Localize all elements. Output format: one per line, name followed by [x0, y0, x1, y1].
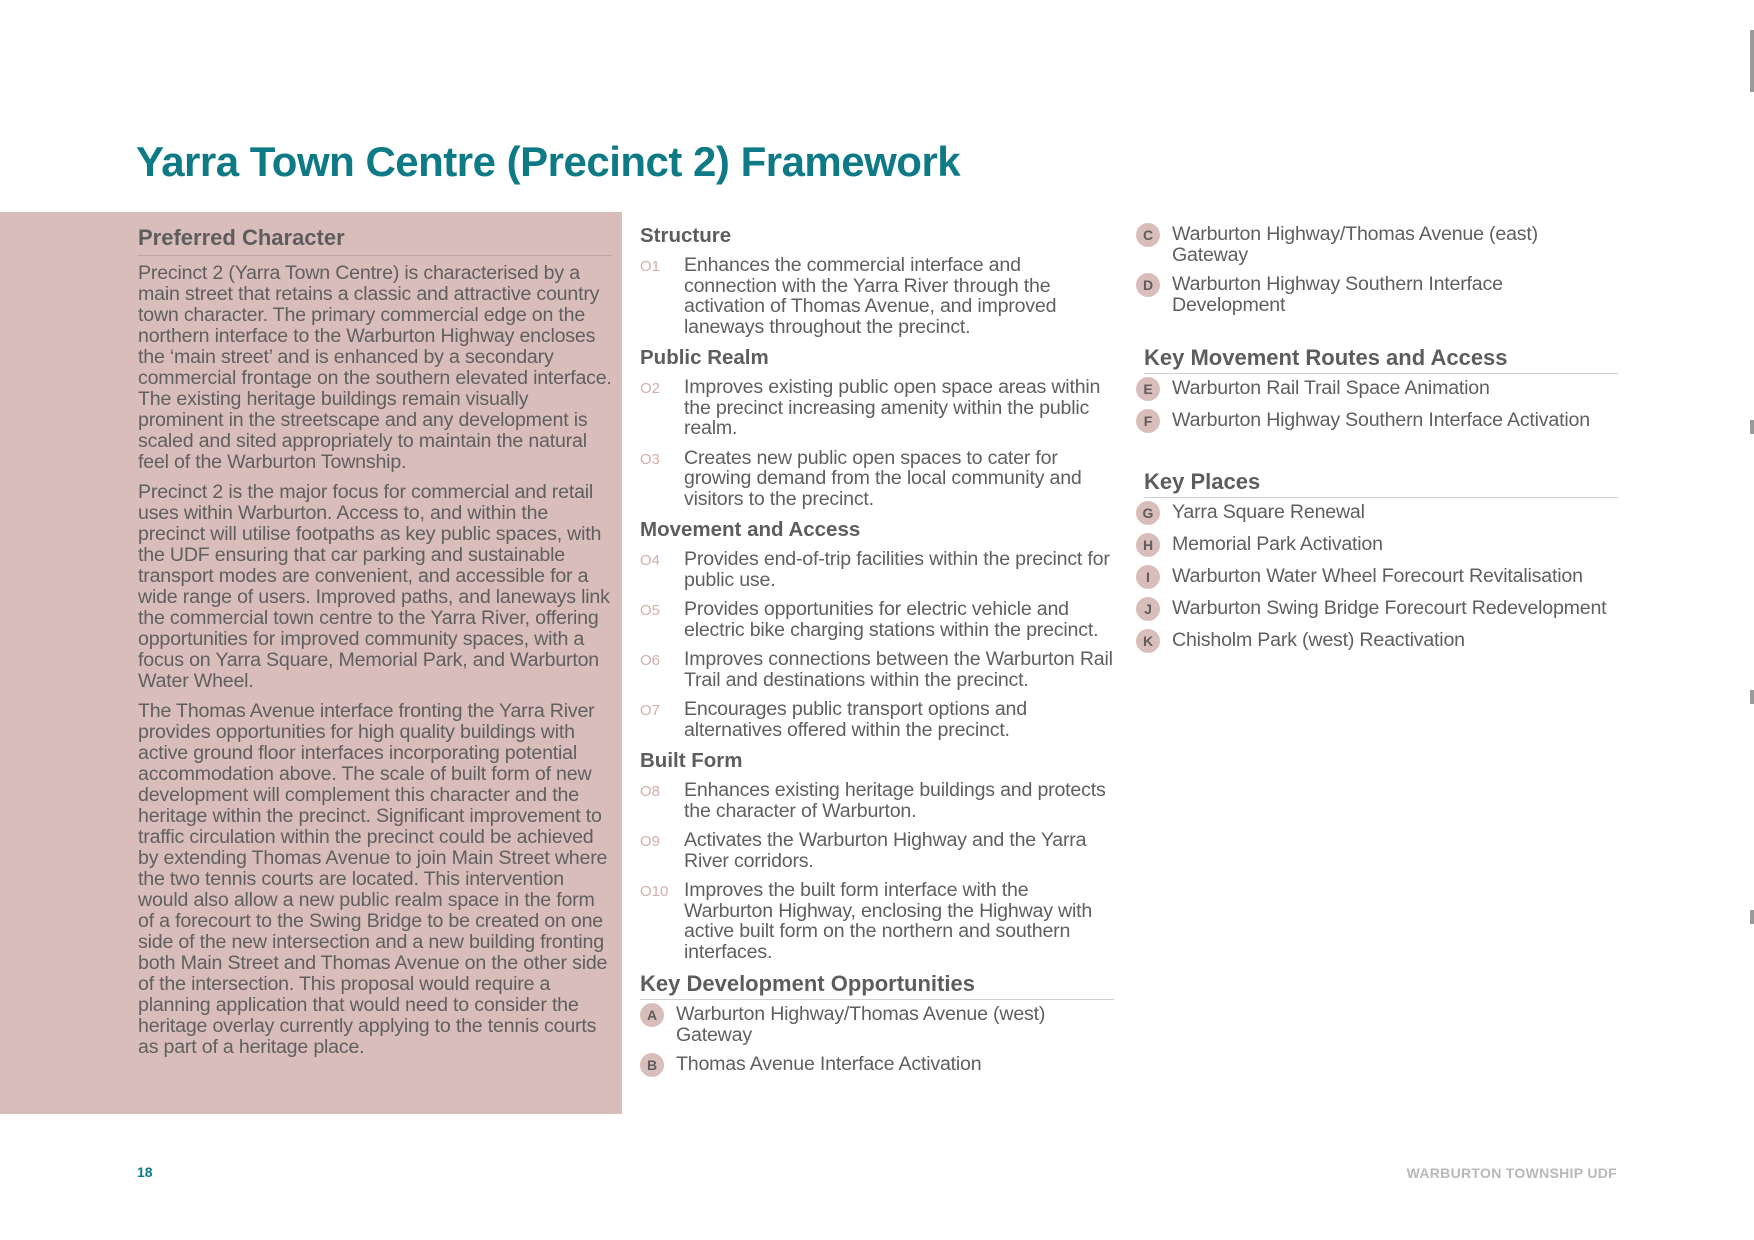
key-item	[1136, 534, 1618, 557]
key-item	[1136, 566, 1618, 589]
objective-item	[640, 649, 1114, 690]
objective-number: O4	[640, 552, 661, 569]
key-items-column	[1136, 224, 1618, 662]
preferred-character-paragraph: Precinct 2 is the major focus for commercial and retail uses within Warburton. Access to, and within the precinct will utilise footpaths as key public spaces, with the UDF ensuring that car parking and sustainable transport modes are convenient, and accessible for a wide range of users. Improved paths, and laneways link the commercial town centre to the Yarra River, offering opportunities for improved community spaces, with a focus on Yarra Square, Memorial Park, and Warburton Water Wheel.	[138, 481, 610, 692]
objective-text: Creates new public open spaces to cater for growing demand from the local community and visitors to the precinct.	[684, 446, 1082, 510]
edge-marker	[1750, 30, 1754, 92]
key-item	[1136, 410, 1618, 433]
objective-number: O5	[640, 602, 661, 619]
objective-text: Improves existing public open space areas within the precinct increasing amenity within the public realm.	[684, 376, 1101, 439]
objective-number: O6	[640, 652, 661, 669]
objective-number: O1	[640, 258, 661, 275]
key-item-text: Warburton Water Wheel Forecourt Revitalisation	[1172, 565, 1583, 587]
key-letter-badge: J	[1136, 597, 1160, 621]
built-form-heading: Built Form	[640, 749, 743, 772]
objective-number: O2	[640, 380, 661, 397]
page-number: 18	[137, 1164, 153, 1180]
key-item	[1136, 224, 1618, 265]
key-item	[1136, 378, 1618, 401]
key-item-text: Warburton Swing Bridge Forecourt Redevelopment	[1172, 597, 1607, 619]
key-item	[1136, 274, 1618, 315]
preferred-character-paragraph: Precinct 2 (Yarra Town Centre) is characterised by a main street that retains a classic and attractive country town character. The primary commercial edge on the northern interface to the Warburton Highway encloses the ‘main street’ and is enhanced by a secondary commercial frontage on the southern elevated interface. The existing heritage buildings remain visually prominent in the streetscape and any development is scaled and sited appropriately to maintain the natural feel of the Warburton Township.	[138, 262, 612, 473]
objective-item	[640, 549, 1114, 590]
preferred-character-section	[138, 225, 612, 1067]
objective-item	[640, 377, 1114, 439]
objective-text: Provides end-of-trip facilities within the precinct for public use.	[684, 548, 1110, 591]
key-item	[640, 1004, 1114, 1045]
objective-item	[640, 448, 1114, 510]
key-letter-badge: B	[640, 1053, 664, 1077]
objective-item	[640, 880, 1114, 962]
key-item	[640, 1054, 1114, 1077]
objective-text: Encourages public transport options and alternatives offered within the precinct.	[684, 698, 1027, 741]
key-movement-heading: Key Movement Routes and Access	[1144, 345, 1618, 374]
structure-heading: Structure	[640, 224, 732, 247]
objective-text: Provides opportunities for electric vehicle and electric bike charging stations within the precinct.	[684, 598, 1099, 641]
objective-item	[640, 830, 1114, 871]
key-letter-badge: H	[1136, 533, 1160, 557]
key-item-text: Memorial Park Activation	[1172, 533, 1383, 555]
key-item-text: Warburton Highway/Thomas Avenue (west) Gateway	[676, 1003, 1046, 1046]
key-letter-badge: I	[1136, 565, 1160, 589]
key-item-text: Warburton Rail Trail Space Animation	[1172, 377, 1490, 399]
key-item-text: Chisholm Park (west) Reactivation	[1172, 629, 1465, 651]
key-item-text: Thomas Avenue Interface Activation	[676, 1053, 982, 1075]
key-item-text: Warburton Highway Southern Interface Development	[1172, 273, 1503, 316]
edge-marker	[1750, 690, 1754, 704]
key-letter-badge: G	[1136, 501, 1160, 525]
objective-item	[640, 699, 1114, 740]
key-letter-badge: F	[1136, 409, 1160, 433]
movement-access-heading: Movement and Access	[640, 518, 861, 541]
key-item	[1136, 502, 1618, 525]
key-item	[1136, 630, 1618, 653]
key-item-text: Yarra Square Renewal	[1172, 501, 1365, 523]
edge-marker	[1750, 420, 1754, 434]
objective-item	[640, 255, 1114, 337]
objective-number: O7	[640, 702, 661, 719]
public-realm-heading: Public Realm	[640, 346, 769, 369]
edge-marker	[1750, 910, 1754, 924]
key-letter-badge: E	[1136, 377, 1160, 401]
objectives-column	[640, 224, 1114, 1086]
preferred-character-heading: Preferred Character	[138, 225, 612, 256]
key-letter-badge: C	[1136, 223, 1160, 247]
objective-text: Enhances the commercial interface and connection with the Yarra River through the activation of Thomas Avenue, and improved laneways throughout the precinct.	[684, 254, 1057, 338]
objective-number: O9	[640, 833, 661, 850]
objective-text: Activates the Warburton Highway and the Yarra River corridors.	[684, 829, 1087, 872]
document-footer: WARBURTON TOWNSHIP UDF	[1406, 1165, 1617, 1181]
objective-item	[640, 599, 1114, 640]
objective-number: O10	[640, 883, 669, 900]
key-item	[1136, 598, 1618, 621]
key-places-heading: Key Places	[1144, 469, 1618, 498]
objective-number: O3	[640, 450, 661, 468]
objective-text: Enhances existing heritage buildings and protects the character of Warburton.	[684, 779, 1106, 822]
objective-text: Improves connections between the Warburton Rail Trail and destinations within the precinct.	[684, 648, 1113, 691]
objective-item	[640, 780, 1114, 821]
key-item-text: Warburton Highway Southern Interface Activation	[1172, 409, 1590, 431]
key-development-heading: Key Development Opportunities	[640, 971, 1114, 1000]
key-item-text: Warburton Highway/Thomas Avenue (east) Gateway	[1172, 223, 1538, 266]
page-title: Yarra Town Centre (Precinct 2) Framework	[136, 138, 961, 185]
key-letter-badge: K	[1136, 629, 1160, 653]
objective-number: O8	[640, 783, 661, 800]
objective-text: Improves the built form interface with the Warburton Highway, enclosing the Highway with active built form on the northern and southern interfaces.	[684, 879, 1093, 963]
preferred-character-paragraph: The Thomas Avenue interface fronting the Yarra River provides opportunities for high quality buildings with active ground floor interfaces incorporating potential accommodation above. The scale of built form of new development will complement this character and the heritage within the precinct. Significant improvement to traffic circulation within the precinct could be achieved by extending Thomas Avenue to join Main Street where the two tennis courts are located. This intervention would also allow a new public realm space in the form of a forecourt to the Swing Bridge to be created on one side of the new intersection and a new building fronting both Main Street and Thomas Avenue on the other side of the intersection. This proposal would require a planning application that would need to consider the heritage overlay currently applying to the tennis courts as part of a heritage place.	[138, 700, 608, 1058]
key-letter-badge: A	[640, 1003, 664, 1027]
key-letter-badge: D	[1136, 273, 1160, 297]
